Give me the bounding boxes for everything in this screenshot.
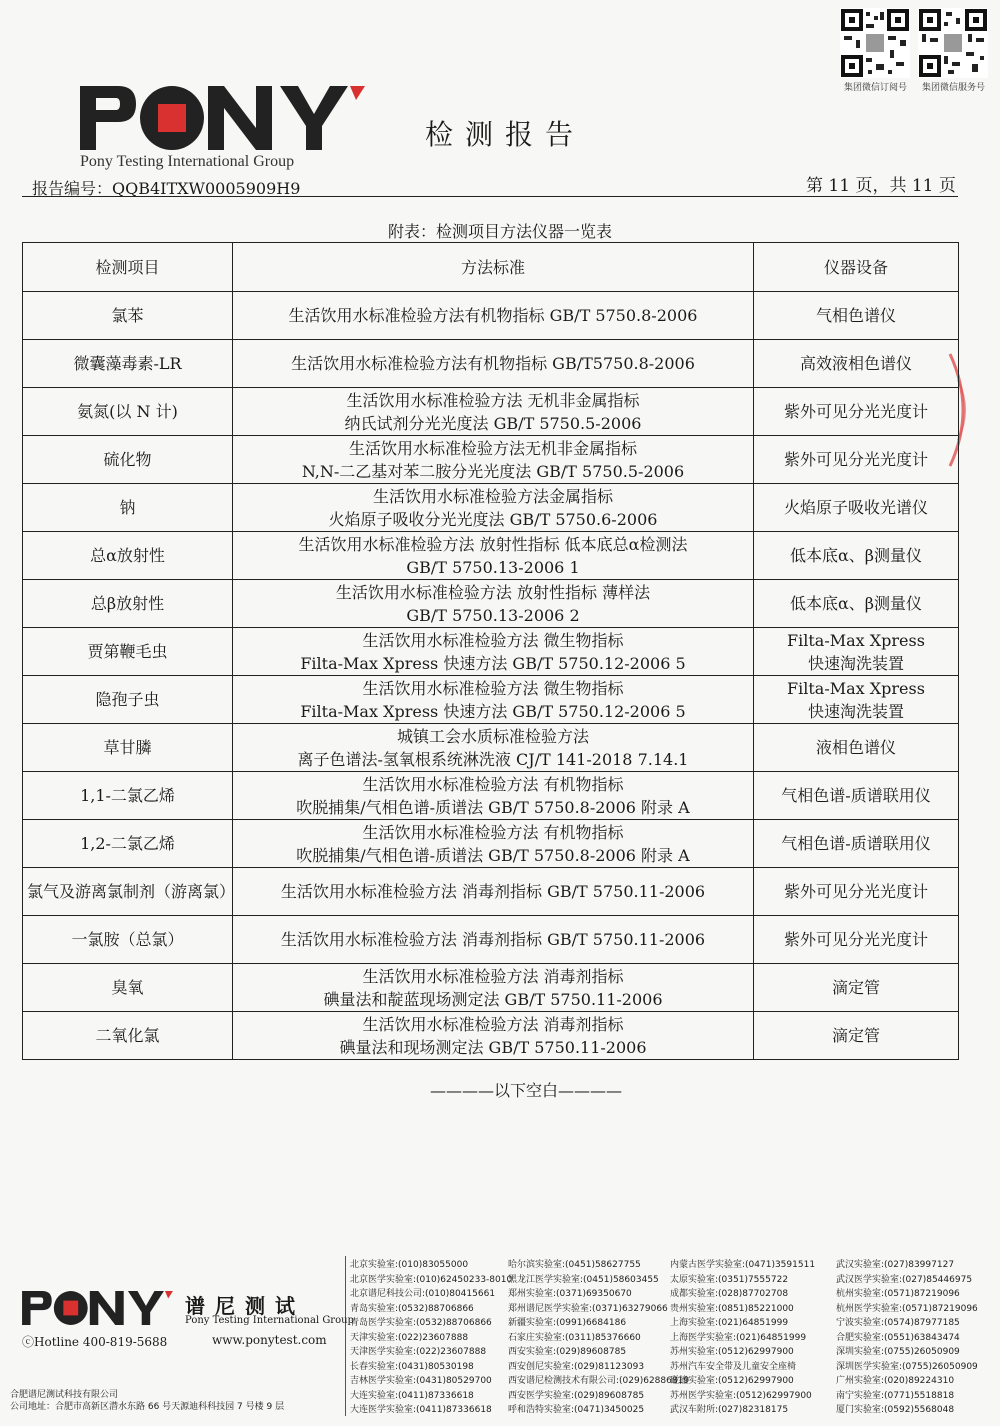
equipment-line-1: 紫外可见分光光度计 [783, 930, 928, 949]
equipment-line-1: 紫外可见分光光度计 [783, 402, 928, 421]
lab-entry: 苏州汽车安全带及儿童安全座椅 [670, 1361, 797, 1372]
table-row [23, 1012, 959, 1060]
method-line-2: 吹脱捕集/气相色谱-质谱法 GB/T 5750.8-2006 附录 A [296, 845, 690, 865]
table-header-row [23, 243, 959, 292]
cell-equipment [754, 340, 959, 388]
cell-method [233, 292, 754, 340]
method-line-1: 生活饮用水标准检验方法无机非金属指标 [348, 438, 637, 458]
col-header-equipment: 仪器设备 [754, 243, 959, 292]
lab-entry: 武汉车附所:(027)82318175 [670, 1405, 789, 1415]
lab-entry: 北京实验室:(010)83055000 [350, 1260, 469, 1270]
cell-item: 氯苯 [23, 292, 233, 340]
lab-entry: 上海实验室:(021)64851999 [670, 1318, 789, 1328]
cell-method [233, 340, 754, 388]
cell-equipment [754, 484, 959, 532]
footer-pony-logo [20, 1290, 175, 1326]
lab-entry: 杭州医学实验室:(0571)87219096 [836, 1303, 978, 1314]
lab-entry: 宁波实验室:(0574)87977185 [836, 1318, 960, 1328]
equipment-line-1: 滴定管 [831, 1026, 880, 1045]
company-name-en: Pony Testing International Group [80, 153, 295, 170]
hotline-text: Hotline 400-819-5688 [34, 1335, 168, 1349]
method-line-1: 生活饮用水标准检验方法 消毒剂指标 GB/T 5750.11-2006 [280, 882, 706, 901]
cell-item: 微囊藻毒素-LR [23, 340, 233, 388]
method-line-1: 生活饮用水标准检验方法金属指标 [372, 486, 613, 506]
lab-entry: 上海医学实验室:(021)64851999 [670, 1332, 807, 1343]
method-table [22, 242, 959, 1060]
cell-equipment [754, 676, 959, 724]
cell-item: 钠 [23, 484, 233, 532]
lab-entry: 郑州实验室:(0371)69350670 [508, 1289, 632, 1299]
cell-equipment [754, 964, 959, 1012]
equipment-line-1: 火焰原子吸收光谱仪 [783, 498, 928, 517]
method-line-1: 生活饮用水标准检验方法 放射性指标 薄样法 [335, 582, 651, 602]
table-row [23, 916, 959, 964]
end-of-table-note: ————以下空白———— [430, 1081, 623, 1100]
lab-entry: 广州实验室:(020)89224310 [836, 1376, 955, 1386]
lab-entry: 大连实验室:(0411)87336618 [350, 1390, 474, 1401]
cell-item: 1,1-二氯乙烯 [23, 772, 233, 820]
lab-entry: 石家庄实验室:(0311)85376660 [508, 1332, 641, 1343]
lab-entry: 黑龙江医学实验室:(0451)58603455 [508, 1274, 659, 1285]
qr-label-subscription: 集团微信订阅号 [844, 83, 908, 93]
qr-label-service: 集团微信服务号 [922, 83, 986, 93]
method-line-2: 碘量法和现场测定法 GB/T 5750.11-2006 [339, 1037, 647, 1057]
method-line-2: 纳氏试剂分光光度法 GB/T 5750.5-2006 [344, 413, 642, 433]
table-row [23, 628, 959, 676]
equipment-line-1: Filta-Max Xpress [787, 678, 925, 698]
lab-entry: 天津医学实验室:(022)23607888 [350, 1347, 487, 1357]
footer-hotline: ⓒHotline 400-819-5688 [22, 1335, 168, 1349]
equipment-line-1: 气相色谱-质谱联用仪 [781, 834, 931, 853]
cell-method [233, 676, 754, 724]
cell-equipment [754, 628, 959, 676]
lab-entry: 大连医学实验室:(0411)87336618 [350, 1405, 492, 1415]
equipment-line-1: 滴定管 [831, 978, 880, 997]
table-row [23, 484, 959, 532]
footer-website: www.ponytest.com [212, 1333, 327, 1347]
method-line-1: 生活饮用水标准检验方法 微生物指标 [362, 630, 624, 650]
method-line-2: GB/T 5750.13-2006 1 [406, 557, 580, 577]
method-line-1: 城镇工会水质标准检验方法 [396, 726, 589, 746]
equipment-line-1: 紫外可见分光光度计 [783, 450, 928, 469]
equipment-line-1: 气相色谱仪 [815, 306, 896, 325]
cell-item: 隐孢子虫 [23, 676, 233, 724]
method-line-1: 生活饮用水标准检验方法 消毒剂指标 [362, 966, 624, 986]
cell-equipment [754, 820, 959, 868]
lab-entry: 天津实验室:(022)23607888 [350, 1332, 469, 1343]
lab-entry: 成都实验室:(028)87702708 [670, 1289, 789, 1299]
lab-entry: 内蒙古医学实验室:(0471)3591511 [670, 1260, 816, 1270]
equipment-line-1: 紫外可见分光光度计 [783, 882, 928, 901]
cell-equipment [754, 724, 959, 772]
lab-entry: 西安谱尼检测技术有限公司:(029)62886819 [508, 1376, 690, 1386]
table-caption: 附表：检测项目方法仪器一览表 [388, 222, 613, 241]
cell-method [233, 628, 754, 676]
lab-entry: 南宁实验室:(0771)5518818 [836, 1390, 955, 1401]
method-line-2: 碘量法和靛蓝现场测定法 GB/T 5750.11-2006 [323, 989, 663, 1009]
table-row [23, 388, 959, 436]
method-line-2: 吹脱捕集/气相色谱-质谱法 GB/T 5750.8-2006 附录 A [296, 797, 690, 817]
equipment-line-2: 快速淘洗装置 [807, 701, 904, 721]
footer-brand-en: Pony Testing International Group [185, 1315, 354, 1326]
table-row [23, 532, 959, 580]
cell-method [233, 436, 754, 484]
equipment-line-1: 低本底α、β测量仪 [789, 546, 923, 565]
method-line-2: Filta-Max Xpress 快速方法 GB/T 5750.12-2006 5 [300, 701, 686, 721]
table-row [23, 772, 959, 820]
table-row [23, 964, 959, 1012]
lab-entry: 杭州实验室:(0571)87219096 [836, 1289, 960, 1299]
cell-item: 臭氧 [23, 964, 233, 1012]
col-header-item: 检测项目 [23, 243, 233, 292]
col-header-method: 方法标准 [233, 243, 754, 292]
cell-equipment [754, 388, 959, 436]
lab-entry: 西安创尼实验室:(029)81123093 [508, 1361, 645, 1372]
lab-column [670, 1258, 836, 1418]
cell-method [233, 532, 754, 580]
lab-entry: 长春实验室:(0431)80530198 [350, 1361, 474, 1372]
cell-item: 一氯胺（总氯） [23, 916, 233, 964]
cell-equipment [754, 292, 959, 340]
method-line-2: Filta-Max Xpress 快速方法 GB/T 5750.12-2006 5 [300, 653, 686, 673]
method-line-1: 生活饮用水标准检验方法 有机物指标 [362, 822, 624, 842]
equipment-line-1: Filta-Max Xpress [787, 630, 925, 650]
header-divider [22, 196, 958, 197]
footer-company [10, 1389, 284, 1413]
table-row [23, 724, 959, 772]
cell-method [233, 388, 754, 436]
method-line-1: 生活饮用水标准检验方法 消毒剂指标 [362, 1014, 624, 1034]
table-row [23, 580, 959, 628]
table-row [23, 340, 959, 388]
cell-item: 氨氮(以 N 计) [23, 388, 233, 436]
cell-equipment [754, 580, 959, 628]
equipment-line-1: 高效液相色谱仪 [799, 354, 912, 373]
lab-entry: 武汉医学实验室:(027)85446975 [836, 1274, 973, 1285]
cell-item: 总β放射性 [23, 580, 233, 628]
lab-entry: 深圳医学实验室:(0755)26050909 [836, 1361, 978, 1372]
lab-entry: 深圳实验室:(0755)26050909 [836, 1347, 960, 1357]
lab-entry: 苏州医学实验室:(0512)62997900 [670, 1390, 812, 1401]
report-number: 报告编号：QQB4ITXW0005909H9 [32, 179, 301, 198]
lab-entry: 贵州实验室:(0851)85221000 [670, 1303, 794, 1314]
footer-company-name: 合肥谱尼测试科技有限公司 [10, 1390, 119, 1400]
cell-equipment [754, 1012, 959, 1060]
report-title: 检测报告 [425, 118, 586, 151]
method-line-2: 火焰原子吸收分光光度法 GB/T 5750.6-2006 [328, 509, 658, 529]
cell-equipment [754, 532, 959, 580]
qr-code-service [918, 8, 988, 78]
cell-method [233, 580, 754, 628]
table-row [23, 676, 959, 724]
lab-entry: 武汉实验室:(027)83997127 [836, 1260, 955, 1270]
pony-logo [80, 84, 365, 152]
cell-method [233, 484, 754, 532]
lab-column [836, 1258, 990, 1418]
cell-item: 总α放射性 [23, 532, 233, 580]
table-row [23, 868, 959, 916]
lab-entry: 吉林医学实验室:(0431)80529700 [350, 1376, 492, 1386]
equipment-line-1: 液相色谱仪 [815, 738, 896, 757]
lab-entry: 呼和浩特实验室:(0471)3450025 [508, 1405, 645, 1415]
cell-method [233, 772, 754, 820]
method-line-1: 生活饮用水标准检验方法 微生物指标 [362, 678, 624, 698]
table-row [23, 820, 959, 868]
method-line-1: 生活饮用水标准检验方法 放射性指标 低本底总α检测法 [298, 534, 688, 554]
method-line-1: 生活饮用水标准检验方法 消毒剂指标 GB/T 5750.11-2006 [280, 930, 706, 949]
page-number: 第 11 页，共 11 页 [806, 176, 956, 196]
qr-code-subscription [840, 8, 910, 78]
lab-entry: 北京医学实验室:(010)62450233-8010 [350, 1274, 513, 1285]
lab-column [350, 1258, 513, 1418]
lab-entry: 苏州实验室:(0512)62997900 [670, 1347, 794, 1357]
cell-method [233, 724, 754, 772]
cell-method [233, 868, 754, 916]
lab-entry: 西安实验室:(029)89608785 [508, 1347, 627, 1357]
lab-entry: 厦门实验室:(0592)5568048 [836, 1405, 955, 1415]
method-line-2: 离子色谱法-氢氧根系统淋洗液 CJ/T 141-2018 7.14.1 [297, 749, 689, 769]
cell-method [233, 820, 754, 868]
cell-item: 硫化物 [23, 436, 233, 484]
lab-column [508, 1258, 690, 1418]
method-line-1: 生活饮用水标准检验方法 无机非金属指标 [346, 390, 640, 410]
footer-company-address: 公司地址：合肥市高新区潜水东路 66 号天源迪科科技园 7 号楼 9 层 [10, 1402, 285, 1412]
lab-entry: 新疆实验室:(0991)6684186 [508, 1318, 627, 1328]
lab-entry: 哈尔滨实验室:(0451)58627755 [508, 1260, 641, 1270]
lab-entry: 青岛医学实验室:(0532)88706866 [350, 1318, 492, 1328]
method-line-2: GB/T 5750.13-2006 2 [406, 605, 580, 625]
footer-divider [345, 1256, 346, 1416]
method-line-1: 生活饮用水标准检验方法有机物指标 GB/T 5750.8-2006 [288, 306, 698, 325]
cell-method [233, 1012, 754, 1060]
lab-entry: 青岛实验室:(0532)88706866 [350, 1303, 474, 1314]
equipment-line-1: 低本底α、β测量仪 [789, 594, 923, 613]
method-line-1: 生活饮用水标准检验方法有机物指标 GB/T5750.8-2006 [291, 354, 695, 373]
equipment-line-1: 气相色谱-质谱联用仪 [781, 786, 931, 805]
cell-equipment [754, 868, 959, 916]
cell-item: 贾第鞭毛虫 [23, 628, 233, 676]
lab-entry: 碰撞实验室:(0512)62997900 [670, 1376, 794, 1386]
lab-entry: 合肥实验室:(0551)63843474 [836, 1332, 960, 1343]
table-row [23, 292, 959, 340]
cell-equipment [754, 436, 959, 484]
cell-item: 二氧化氯 [23, 1012, 233, 1060]
cell-equipment [754, 772, 959, 820]
cell-method [233, 916, 754, 964]
table-row [23, 436, 959, 484]
lab-directory [350, 1258, 990, 1418]
cell-item: 草甘膦 [23, 724, 233, 772]
cell-equipment [754, 916, 959, 964]
cell-method [233, 964, 754, 1012]
cell-item: 1,2-二氯乙烯 [23, 820, 233, 868]
cell-item: 氯气及游离氯制剂（游离氯） [23, 868, 233, 916]
lab-entry: 郑州谱尼医学实验室:(0371)63279066 [508, 1303, 668, 1314]
equipment-line-2: 快速淘洗装置 [807, 653, 904, 673]
lab-entry: 北京谱尼科技公司:(010)80415661 [350, 1289, 496, 1299]
lab-entry: 太原实验室:(0351)7555722 [670, 1274, 789, 1285]
footer-brand-cn: 谱尼测试 [185, 1294, 305, 1318]
method-line-2: N,N-二乙基对苯二胺分光光度法 GB/T 5750.5-2006 [301, 461, 685, 481]
method-line-1: 生活饮用水标准检验方法 有机物指标 [362, 774, 624, 794]
lab-entry: 西安医学实验室:(029)89608785 [508, 1390, 645, 1401]
